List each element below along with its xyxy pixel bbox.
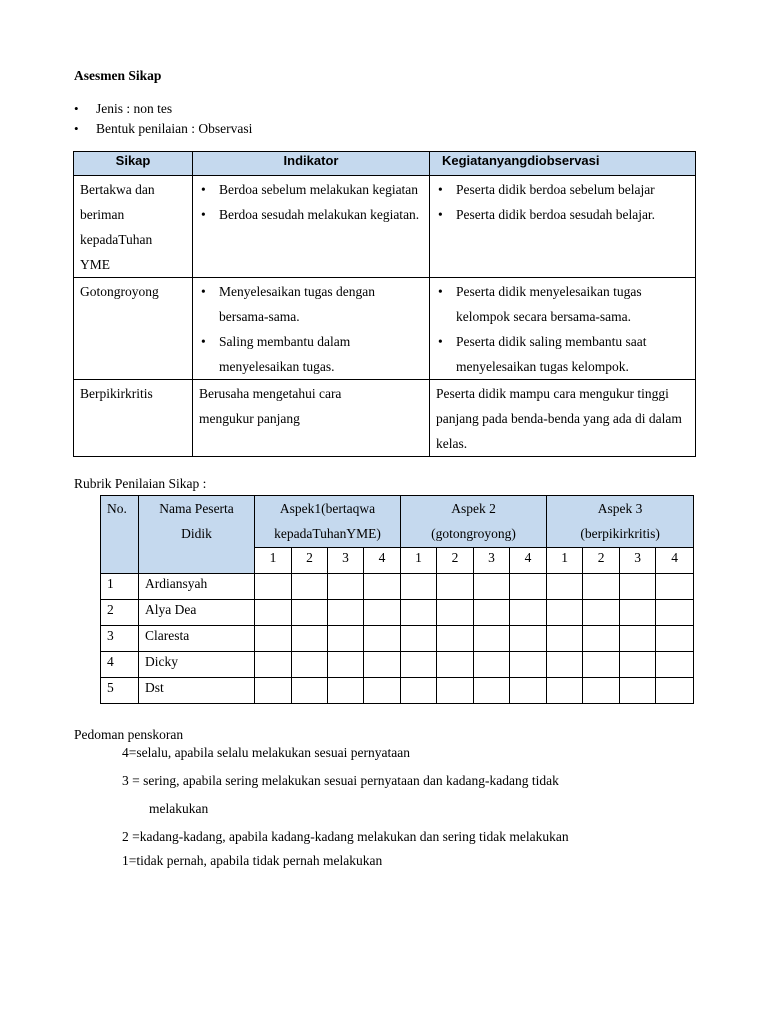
indikator-cell <box>193 176 430 278</box>
pedoman-line: 3 = sering, apabila sering melakukan sesuai pernyataan dan kadang-kadang tidak <box>122 773 559 788</box>
score-cell[interactable] <box>620 678 656 704</box>
score-cell[interactable] <box>510 626 547 652</box>
page-title: Asesmen Sikap <box>74 68 162 83</box>
pedoman-line: melakukan <box>149 801 209 816</box>
header-sikap: Sikap <box>74 152 193 176</box>
header-aspek-1: Aspek1(bertaqwa kepadaTuhanYME) <box>255 496 401 548</box>
score-cell[interactable] <box>437 626 474 652</box>
table-row <box>74 176 696 278</box>
score-cell[interactable] <box>547 574 583 600</box>
header-aspek-3: Aspek 3 (berpikirkritis) <box>547 496 694 548</box>
score-cell[interactable] <box>255 626 292 652</box>
table-row <box>101 652 694 678</box>
kegiatan-cell: Peserta didik mampu cara mengukur tinggi panjang pada benda-benda yang ada di dalam kelas. <box>430 380 696 457</box>
table-row <box>101 626 694 652</box>
score-cell[interactable] <box>255 678 292 704</box>
indikator-item: • Menyelesaikan tugas dengan bersama-sama. <box>199 279 403 329</box>
score-cell[interactable] <box>292 574 328 600</box>
header-nama: Nama Peserta Didik <box>139 496 255 574</box>
kegiatan-cell <box>430 176 696 278</box>
score-cell[interactable] <box>583 626 620 652</box>
score-cell[interactable] <box>401 652 437 678</box>
score-cell[interactable] <box>255 600 292 626</box>
score-header: 4 <box>510 548 547 574</box>
student-no: 4 <box>101 652 139 678</box>
student-name: Claresta <box>139 626 255 652</box>
pedoman-title: Pedoman penskoran <box>74 727 184 742</box>
pedoman-line: 4=selalu, apabila selalu melakukan sesuai pernyataan <box>122 745 411 760</box>
rubrik-label: Rubrik Penilaian Sikap : <box>74 476 207 491</box>
score-cell[interactable] <box>328 600 364 626</box>
info-list <box>74 99 252 139</box>
score-cell[interactable] <box>583 678 620 704</box>
score-cell[interactable] <box>656 652 694 678</box>
indikator-item: • Berdoa sebelum melakukan kegiatan <box>199 177 423 202</box>
score-header: 1 <box>401 548 437 574</box>
score-cell[interactable] <box>292 652 328 678</box>
indikator-item: • Berdoa sesudah melakukan kegiatan. <box>199 202 423 227</box>
sikap-cell: Bertakwa dan beriman kepadaTuhan YME <box>74 176 193 278</box>
kegiatan-item: • Peserta didik menyelesaikan tugas kelompok secara bersama-sama. <box>436 279 685 329</box>
score-cell[interactable] <box>474 652 510 678</box>
score-cell[interactable] <box>364 600 401 626</box>
score-cell[interactable] <box>620 652 656 678</box>
score-cell[interactable] <box>437 652 474 678</box>
student-no: 5 <box>101 678 139 704</box>
score-cell[interactable] <box>547 626 583 652</box>
score-cell[interactable] <box>437 600 474 626</box>
kegiatan-item: • Peserta didik berdoa sesudah belajar. <box>436 202 693 227</box>
score-cell[interactable] <box>292 678 328 704</box>
rubrik-table <box>100 495 694 704</box>
score-cell[interactable] <box>620 600 656 626</box>
student-name: Ardiansyah <box>139 574 255 600</box>
info-item-jenis: • Jenis : non tes <box>74 99 252 119</box>
student-name: Alya Dea <box>139 600 255 626</box>
indikator-cell <box>193 278 430 380</box>
score-cell[interactable] <box>437 574 474 600</box>
score-header: 2 <box>292 548 328 574</box>
score-cell[interactable] <box>401 626 437 652</box>
score-cell[interactable] <box>292 626 328 652</box>
table-row <box>101 574 694 600</box>
student-no: 2 <box>101 600 139 626</box>
kegiatan-item: • Peserta didik berdoa sebelum belajar <box>436 177 693 202</box>
score-cell[interactable] <box>255 652 292 678</box>
score-header: 3 <box>620 548 656 574</box>
rubrik-body <box>101 574 694 704</box>
score-cell[interactable] <box>474 574 510 600</box>
score-header: 4 <box>364 548 401 574</box>
header-kegiatan: Kegiatanyangdiobservasi <box>430 152 696 176</box>
info-item-bentuk: • Bentuk penilaian : Observasi <box>74 119 252 139</box>
score-cell[interactable] <box>656 574 694 600</box>
score-cell[interactable] <box>583 574 620 600</box>
sikap-cell: Berpikirkritis <box>74 380 193 457</box>
score-cell[interactable] <box>364 626 401 652</box>
score-cell[interactable] <box>656 678 694 704</box>
score-cell[interactable] <box>364 652 401 678</box>
score-cell[interactable] <box>547 678 583 704</box>
score-cell[interactable] <box>328 652 364 678</box>
score-header: 2 <box>583 548 620 574</box>
score-header: 1 <box>255 548 292 574</box>
pedoman-line: 1=tidak pernah, apabila tidak pernah melakukan <box>122 853 383 868</box>
rubrik-header-row <box>101 496 694 548</box>
score-header: 2 <box>437 548 474 574</box>
score-cell[interactable] <box>583 652 620 678</box>
student-no: 3 <box>101 626 139 652</box>
score-cell[interactable] <box>255 574 292 600</box>
pedoman-line: 2 =kadang-kadang, apabila kadang-kadang melakukan dan sering tidak melakukan <box>122 829 569 844</box>
score-cell[interactable] <box>474 626 510 652</box>
score-cell[interactable] <box>510 652 547 678</box>
score-cell[interactable] <box>510 678 547 704</box>
score-cell[interactable] <box>547 600 583 626</box>
score-cell[interactable] <box>401 574 437 600</box>
score-cell[interactable] <box>401 678 437 704</box>
header-no: No. <box>101 496 139 574</box>
score-cell[interactable] <box>510 574 547 600</box>
score-header: 1 <box>547 548 583 574</box>
score-cell[interactable] <box>328 574 364 600</box>
header-aspek-2: Aspek 2 (gotongroyong) <box>401 496 547 548</box>
indikator-cell: Berusaha mengetahui cara mengukur panjang <box>193 380 430 457</box>
score-cell[interactable] <box>656 600 694 626</box>
score-cell[interactable] <box>401 600 437 626</box>
score-cell[interactable] <box>474 678 510 704</box>
score-cell[interactable] <box>620 626 656 652</box>
score-cell[interactable] <box>437 678 474 704</box>
score-cell[interactable] <box>328 678 364 704</box>
table-row <box>74 380 696 457</box>
sikap-cell: Gotongroyong <box>74 278 193 380</box>
student-no: 1 <box>101 574 139 600</box>
score-cell[interactable] <box>510 600 547 626</box>
table-header-row <box>74 152 696 176</box>
student-name: Dicky <box>139 652 255 678</box>
score-cell[interactable] <box>656 626 694 652</box>
student-name: Dst <box>139 678 255 704</box>
kegiatan-item: • Peserta didik saling membantu saat menyelesaikan tugas kelompok. <box>436 329 685 379</box>
score-cell[interactable] <box>547 652 583 678</box>
sikap-table <box>73 151 696 457</box>
score-cell[interactable] <box>292 600 328 626</box>
score-cell[interactable] <box>364 678 401 704</box>
kegiatan-cell <box>430 278 696 380</box>
score-cell[interactable] <box>328 626 364 652</box>
table-row <box>101 600 694 626</box>
indikator-item: • Saling membantu dalam menyelesaikan tugas. <box>199 329 403 379</box>
score-cell[interactable] <box>583 600 620 626</box>
score-header: 3 <box>474 548 510 574</box>
score-header: 4 <box>656 548 694 574</box>
table-row <box>74 278 696 380</box>
table-row <box>101 678 694 704</box>
score-header: 3 <box>328 548 364 574</box>
score-cell[interactable] <box>620 574 656 600</box>
score-cell[interactable] <box>364 574 401 600</box>
score-cell[interactable] <box>474 600 510 626</box>
header-indikator: Indikator <box>193 152 430 176</box>
